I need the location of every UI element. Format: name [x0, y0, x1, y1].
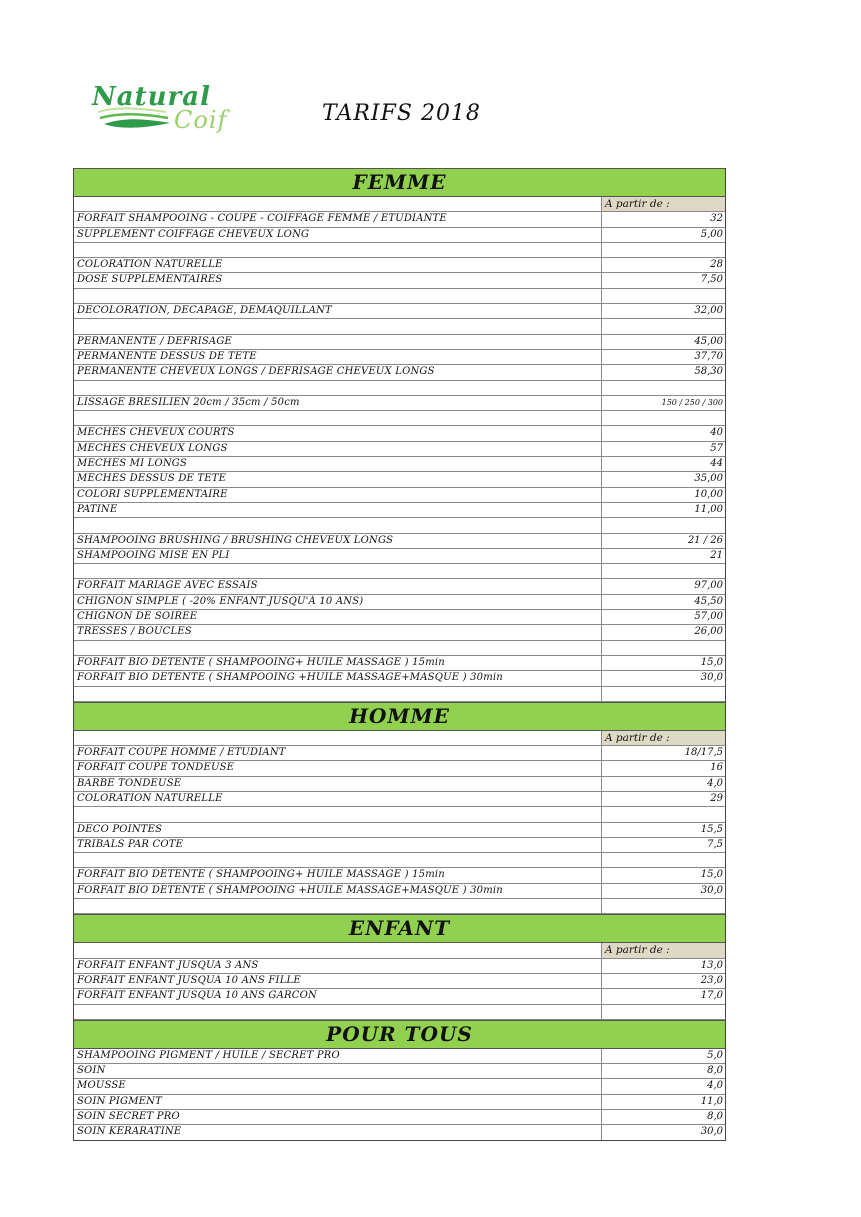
price-value: 35,00: [694, 473, 723, 485]
price-value: 30,0: [700, 884, 723, 896]
price-value: [602, 641, 725, 655]
price-value: [602, 381, 725, 395]
service-label: SHAMPOOING MISE EN PLI: [74, 549, 602, 563]
price-subheader-row: [74, 197, 725, 212]
price-row: [74, 838, 725, 853]
price-value: [602, 807, 725, 821]
service-label: [74, 1005, 602, 1019]
a-partir-de-label: A partir de :: [602, 197, 725, 211]
price-value: 23,0: [700, 974, 723, 986]
price-value: [602, 687, 725, 701]
price-value: 57: [710, 442, 723, 454]
price-row: [74, 1064, 725, 1079]
price-value: 97,00: [694, 580, 723, 592]
price-value: 4,0: [707, 1080, 723, 1092]
price-value: 11,00: [694, 503, 723, 515]
price-value: 40: [710, 427, 723, 439]
price-value: [602, 289, 725, 303]
price-row: [74, 273, 725, 288]
price-value: 10,00: [694, 488, 723, 500]
price-value: [602, 899, 725, 913]
price-row: [74, 350, 725, 365]
price-row: [74, 792, 725, 807]
price-value: [602, 564, 725, 578]
price-value: [602, 243, 725, 257]
service-label: LISSAGE BRESILIEN 20cm / 35cm / 50cm: [74, 396, 602, 410]
blank-row: [74, 319, 725, 334]
service-label: DECO POINTES: [74, 823, 602, 837]
service-label: COLORI SUPPLEMENTAIRE: [74, 488, 602, 502]
blank-row: [74, 1005, 725, 1020]
price-value: [602, 1005, 725, 1019]
price-value: [602, 518, 725, 532]
price-row: [74, 656, 725, 671]
price-value: 15,0: [700, 869, 723, 881]
blank-cell: [74, 197, 602, 211]
logo: [88, 84, 258, 140]
blank-row: [74, 641, 725, 656]
service-label: [74, 641, 602, 655]
a-partir-de-label: A partir de :: [602, 731, 725, 745]
price-row: [74, 610, 725, 625]
service-label: [74, 518, 602, 532]
service-label: [74, 853, 602, 867]
service-label: MECHES CHEVEUX COURTS: [74, 426, 602, 440]
price-value: 4,0: [707, 777, 723, 789]
price-value: 5,00: [700, 228, 723, 240]
price-value: 21 / 26: [687, 534, 723, 546]
section-header-pour-tous: POUR TOUS: [74, 1020, 725, 1049]
service-label: PERMANENTE CHEVEUX LONGS / DEFRISAGE CHEVEUX LONGS: [74, 365, 602, 379]
service-label: SUPPLEMENT COIFFAGE CHEVEUX LONG: [74, 228, 602, 242]
service-label: FORFAIT BIO DETENTE ( SHAMPOOING+ HUILE MASSAGE ) 15min: [74, 656, 602, 670]
price-row: [74, 1049, 725, 1064]
service-label: SHAMPOOING BRUSHING / BRUSHING CHEVEUX LONGS: [74, 534, 602, 548]
service-label: [74, 899, 602, 913]
service-label: COLORATION NATURELLE: [74, 792, 602, 806]
price-value: 30,0: [700, 1126, 723, 1138]
price-row: [74, 1125, 725, 1140]
service-label: DECOLORATION, DECAPAGE, DEMAQUILLANT: [74, 304, 602, 318]
price-value: 15,5: [700, 823, 723, 835]
price-row: [74, 595, 725, 610]
service-label: FORFAIT MARIAGE AVEC ESSAIS: [74, 579, 602, 593]
blank-row: [74, 381, 725, 396]
blank-row: [74, 411, 725, 426]
price-row: [74, 442, 725, 457]
service-label: MOUSSE: [74, 1079, 602, 1093]
service-label: FORFAIT COUPE HOMME / ETUDIANT: [74, 746, 602, 760]
service-label: FORFAIT BIO DETENTE ( SHAMPOOING +HUILE MASSAGE+MASQUE ) 30min: [74, 671, 602, 685]
price-value: 18/17,5: [684, 747, 723, 759]
service-label: FORFAIT BIO DETENTE ( SHAMPOOING+ HUILE MASSAGE ) 15min: [74, 868, 602, 882]
service-label: FORFAIT COUPE TONDEUSE: [74, 761, 602, 775]
price-table: [73, 168, 726, 1141]
section-header-homme: HOMME: [74, 702, 725, 731]
price-row: [74, 426, 725, 441]
price-subheader-row: [74, 731, 725, 746]
price-value: 7,5: [707, 838, 723, 850]
price-value: [602, 319, 725, 333]
blank-row: [74, 518, 725, 533]
price-row: [74, 549, 725, 564]
price-row: [74, 974, 725, 989]
blank-row: [74, 564, 725, 579]
service-label: SOIN KERARATINE: [74, 1125, 602, 1139]
service-label: SOIN SECRET PRO: [74, 1110, 602, 1124]
price-row: [74, 1079, 725, 1094]
service-label: BARBE TONDEUSE: [74, 777, 602, 791]
price-row: [74, 868, 725, 883]
price-value: 5,0: [707, 1049, 723, 1061]
blank-row: [74, 899, 725, 914]
price-value: 32: [710, 213, 723, 225]
section-header-femme: FEMME: [74, 168, 725, 197]
price-value: 28: [710, 259, 723, 271]
price-value: 29: [710, 792, 723, 804]
price-row: [74, 472, 725, 487]
price-value: 8,0: [707, 1111, 723, 1123]
price-row: [74, 304, 725, 319]
service-label: [74, 289, 602, 303]
price-value: [602, 853, 725, 867]
price-value: 45,00: [694, 335, 723, 347]
service-label: TRIBALS PAR COTE: [74, 838, 602, 852]
service-label: [74, 687, 602, 701]
a-partir-de-label: A partir de :: [602, 943, 725, 957]
service-label: CHIGNON DE SOIREE: [74, 610, 602, 624]
price-row: [74, 335, 725, 350]
service-label: FORFAIT ENFANT JUSQUA 3 ANS: [74, 959, 602, 973]
service-label: FORFAIT BIO DETENTE ( SHAMPOOING +HUILE MASSAGE+MASQUE ) 30min: [74, 884, 602, 898]
service-label: PERMANENTE / DEFRISAGE: [74, 335, 602, 349]
blank-cell: [74, 731, 602, 745]
service-label: FORFAIT ENFANT JUSQUA 10 ANS GARCON: [74, 989, 602, 1003]
blank-row: [74, 807, 725, 822]
price-value: 57,00: [694, 611, 723, 623]
price-value: 11,0: [700, 1095, 723, 1107]
price-value: 45,50: [694, 595, 723, 607]
price-row: [74, 761, 725, 776]
section-header-enfant: ENFANT: [74, 914, 725, 943]
price-row: [74, 258, 725, 273]
price-row: [74, 1110, 725, 1125]
price-value: 30,0: [700, 672, 723, 684]
price-value: 21: [710, 549, 723, 561]
price-row: [74, 777, 725, 792]
price-value: 15,0: [700, 656, 723, 668]
service-label: PERMANENTE DESSUS DE TETE: [74, 350, 602, 364]
price-row: [74, 503, 725, 518]
price-row: [74, 579, 725, 594]
price-value: 32,00: [694, 305, 723, 317]
service-label: PATINE: [74, 503, 602, 517]
price-value: 8,0: [707, 1065, 723, 1077]
service-label: SHAMPOOING PIGMENT / HUILE / SECRET PRO: [74, 1049, 602, 1063]
service-label: FORFAIT SHAMPOOING - COUPE - COIFFAGE FEMME / ETUDIANTE: [74, 212, 602, 226]
price-value: 37,70: [694, 350, 723, 362]
price-row: [74, 884, 725, 899]
price-value: 13,0: [700, 959, 723, 971]
blank-row: [74, 243, 725, 258]
price-row: [74, 746, 725, 761]
price-row: [74, 396, 725, 411]
service-label: SOIN: [74, 1064, 602, 1078]
price-row: [74, 457, 725, 472]
price-row: [74, 1095, 725, 1110]
service-label: COLORATION NATURELLE: [74, 258, 602, 272]
service-label: MECHES CHEVEUX LONGS: [74, 442, 602, 456]
price-row: [74, 365, 725, 380]
service-label: [74, 564, 602, 578]
service-label: [74, 807, 602, 821]
document-title: TARIFS 2018: [322, 101, 481, 126]
price-row: [74, 625, 725, 640]
price-row: [74, 212, 725, 227]
price-row: [74, 671, 725, 686]
service-label: MECHES MI LONGS: [74, 457, 602, 471]
price-value: [602, 411, 725, 425]
service-label: DOSE SUPPLEMENTAIRES: [74, 273, 602, 287]
price-row: [74, 959, 725, 974]
service-label: [74, 411, 602, 425]
service-label: TRESSES / BOUCLES: [74, 625, 602, 639]
logo-text-coif: Coif: [174, 106, 228, 134]
price-row: [74, 534, 725, 549]
service-label: SOIN PIGMENT: [74, 1095, 602, 1109]
price-row: [74, 989, 725, 1004]
price-value: 150 / 250 / 300: [661, 397, 723, 407]
blank-row: [74, 289, 725, 304]
price-value: 17,0: [700, 990, 723, 1002]
blank-cell: [74, 943, 602, 957]
service-label: FORFAIT ENFANT JUSQUA 10 ANS FILLE: [74, 974, 602, 988]
price-value: 16: [710, 762, 723, 774]
price-value: 7,50: [700, 274, 723, 286]
leaf-swoosh-icon: [96, 106, 176, 132]
price-value: 44: [710, 458, 723, 470]
service-label: MECHES DESSUS DE TETE: [74, 472, 602, 486]
blank-row: [74, 687, 725, 702]
price-row: [74, 823, 725, 838]
blank-row: [74, 853, 725, 868]
price-row: [74, 488, 725, 503]
price-row: [74, 228, 725, 243]
price-subheader-row: [74, 943, 725, 958]
logo-text-natural: Natural: [92, 82, 211, 112]
service-label: [74, 319, 602, 333]
service-label: [74, 243, 602, 257]
service-label: CHIGNON SIMPLE ( -20% ENFANT JUSQU'À 10 ANS): [74, 595, 602, 609]
price-value: 58,30: [694, 366, 723, 378]
service-label: [74, 381, 602, 395]
price-value: 26,00: [694, 626, 723, 638]
